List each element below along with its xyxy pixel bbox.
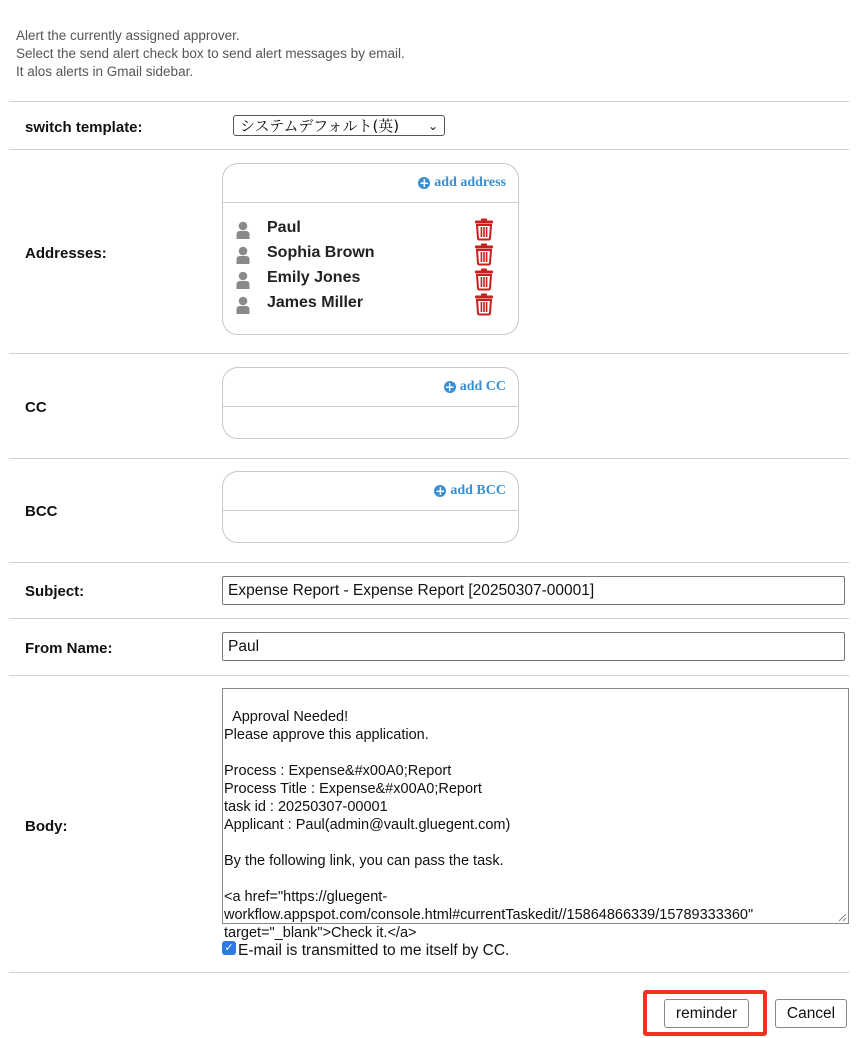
intro-line-3: It alos alerts in Gmail sidebar.: [16, 64, 194, 79]
body-text: Approval Needed! Please approve this application. Process : Expense&#x00A0;Report Process Title : Expense&#x00A0;Report task id : 20250307-00001 Applicant : Paul(admin@vault.gluegent.com) By the following link, you can pass the task. <a href="https://gluegent- workflow.appspot.com/console.html#currentTaskedit//15864866339/15789333360" target="_blank">Check it.</a>: [224, 709, 754, 941]
person-icon: [236, 221, 250, 239]
trash-icon[interactable]: [474, 293, 494, 315]
address-name: Sophia Brown: [267, 244, 375, 261]
add-address-label: add address: [434, 175, 506, 190]
divider: [9, 675, 849, 676]
person-icon: [236, 246, 250, 264]
address-row: [223, 217, 518, 242]
cc-self-label: E-mail is transmitted to me itself by CC.: [238, 942, 510, 959]
address-row: [223, 267, 518, 292]
address-list: [223, 203, 518, 331]
address-row: [223, 292, 518, 317]
address-name: Emily Jones: [267, 269, 361, 286]
divider: [9, 353, 849, 354]
chevron-down-icon: ⌄: [427, 119, 438, 133]
body-textarea[interactable]: [222, 688, 849, 941]
address-name: Paul: [267, 219, 301, 236]
addresses-box: [222, 163, 519, 335]
body-label: Body:: [25, 818, 68, 835]
subject-input[interactable]: Expense Report - Expense Report [20250307-00001]: [222, 576, 845, 605]
plus-circle-icon: +: [435, 484, 446, 498]
from-name-label: From Name:: [25, 640, 113, 657]
cc-self-checkbox[interactable]: ✓: [222, 941, 236, 955]
person-icon: [236, 296, 250, 314]
add-cc-label: add CC: [459, 379, 506, 394]
address-row: [223, 242, 518, 267]
add-bcc-label: add BCC: [450, 483, 506, 498]
template-select[interactable]: [233, 115, 445, 136]
person-icon: [236, 271, 250, 289]
address-name: James Miller: [267, 294, 364, 311]
intro-line-2: Select the send alert check box to send alert messages by email.: [16, 46, 405, 61]
reminder-button[interactable]: reminder: [664, 999, 749, 1028]
template-select-value: システムデフォルト(英): [240, 117, 400, 135]
plus-circle-icon: +: [419, 176, 430, 190]
from-name-input[interactable]: Paul: [222, 632, 845, 661]
cc-box-header: [223, 368, 518, 407]
trash-icon[interactable]: [474, 218, 494, 240]
cc-label: CC: [25, 399, 47, 416]
add-bcc-button[interactable]: [434, 483, 506, 499]
addresses-box-header: [223, 164, 518, 203]
cancel-button[interactable]: Cancel: [775, 999, 847, 1028]
plus-circle-icon: +: [444, 380, 455, 394]
divider: [9, 562, 849, 563]
divider: [9, 149, 849, 150]
divider: [9, 972, 849, 973]
add-address-button[interactable]: [418, 175, 506, 191]
addresses-label: Addresses:: [25, 245, 107, 262]
subject-label: Subject:: [25, 583, 85, 600]
intro-text: [16, 27, 405, 81]
resize-handle-icon[interactable]: [838, 913, 847, 922]
trash-icon[interactable]: [474, 268, 494, 290]
divider: [9, 618, 849, 619]
bcc-box: [222, 471, 519, 543]
bcc-label: BCC: [25, 503, 58, 520]
switch-template-label: switch template:: [25, 119, 143, 136]
divider: [9, 101, 849, 102]
divider: [9, 458, 849, 459]
cc-box: [222, 367, 519, 439]
bcc-box-header: [223, 472, 518, 511]
trash-icon[interactable]: [474, 243, 494, 265]
add-cc-button[interactable]: [444, 379, 506, 395]
intro-line-1: Alert the currently assigned approver.: [16, 28, 240, 43]
